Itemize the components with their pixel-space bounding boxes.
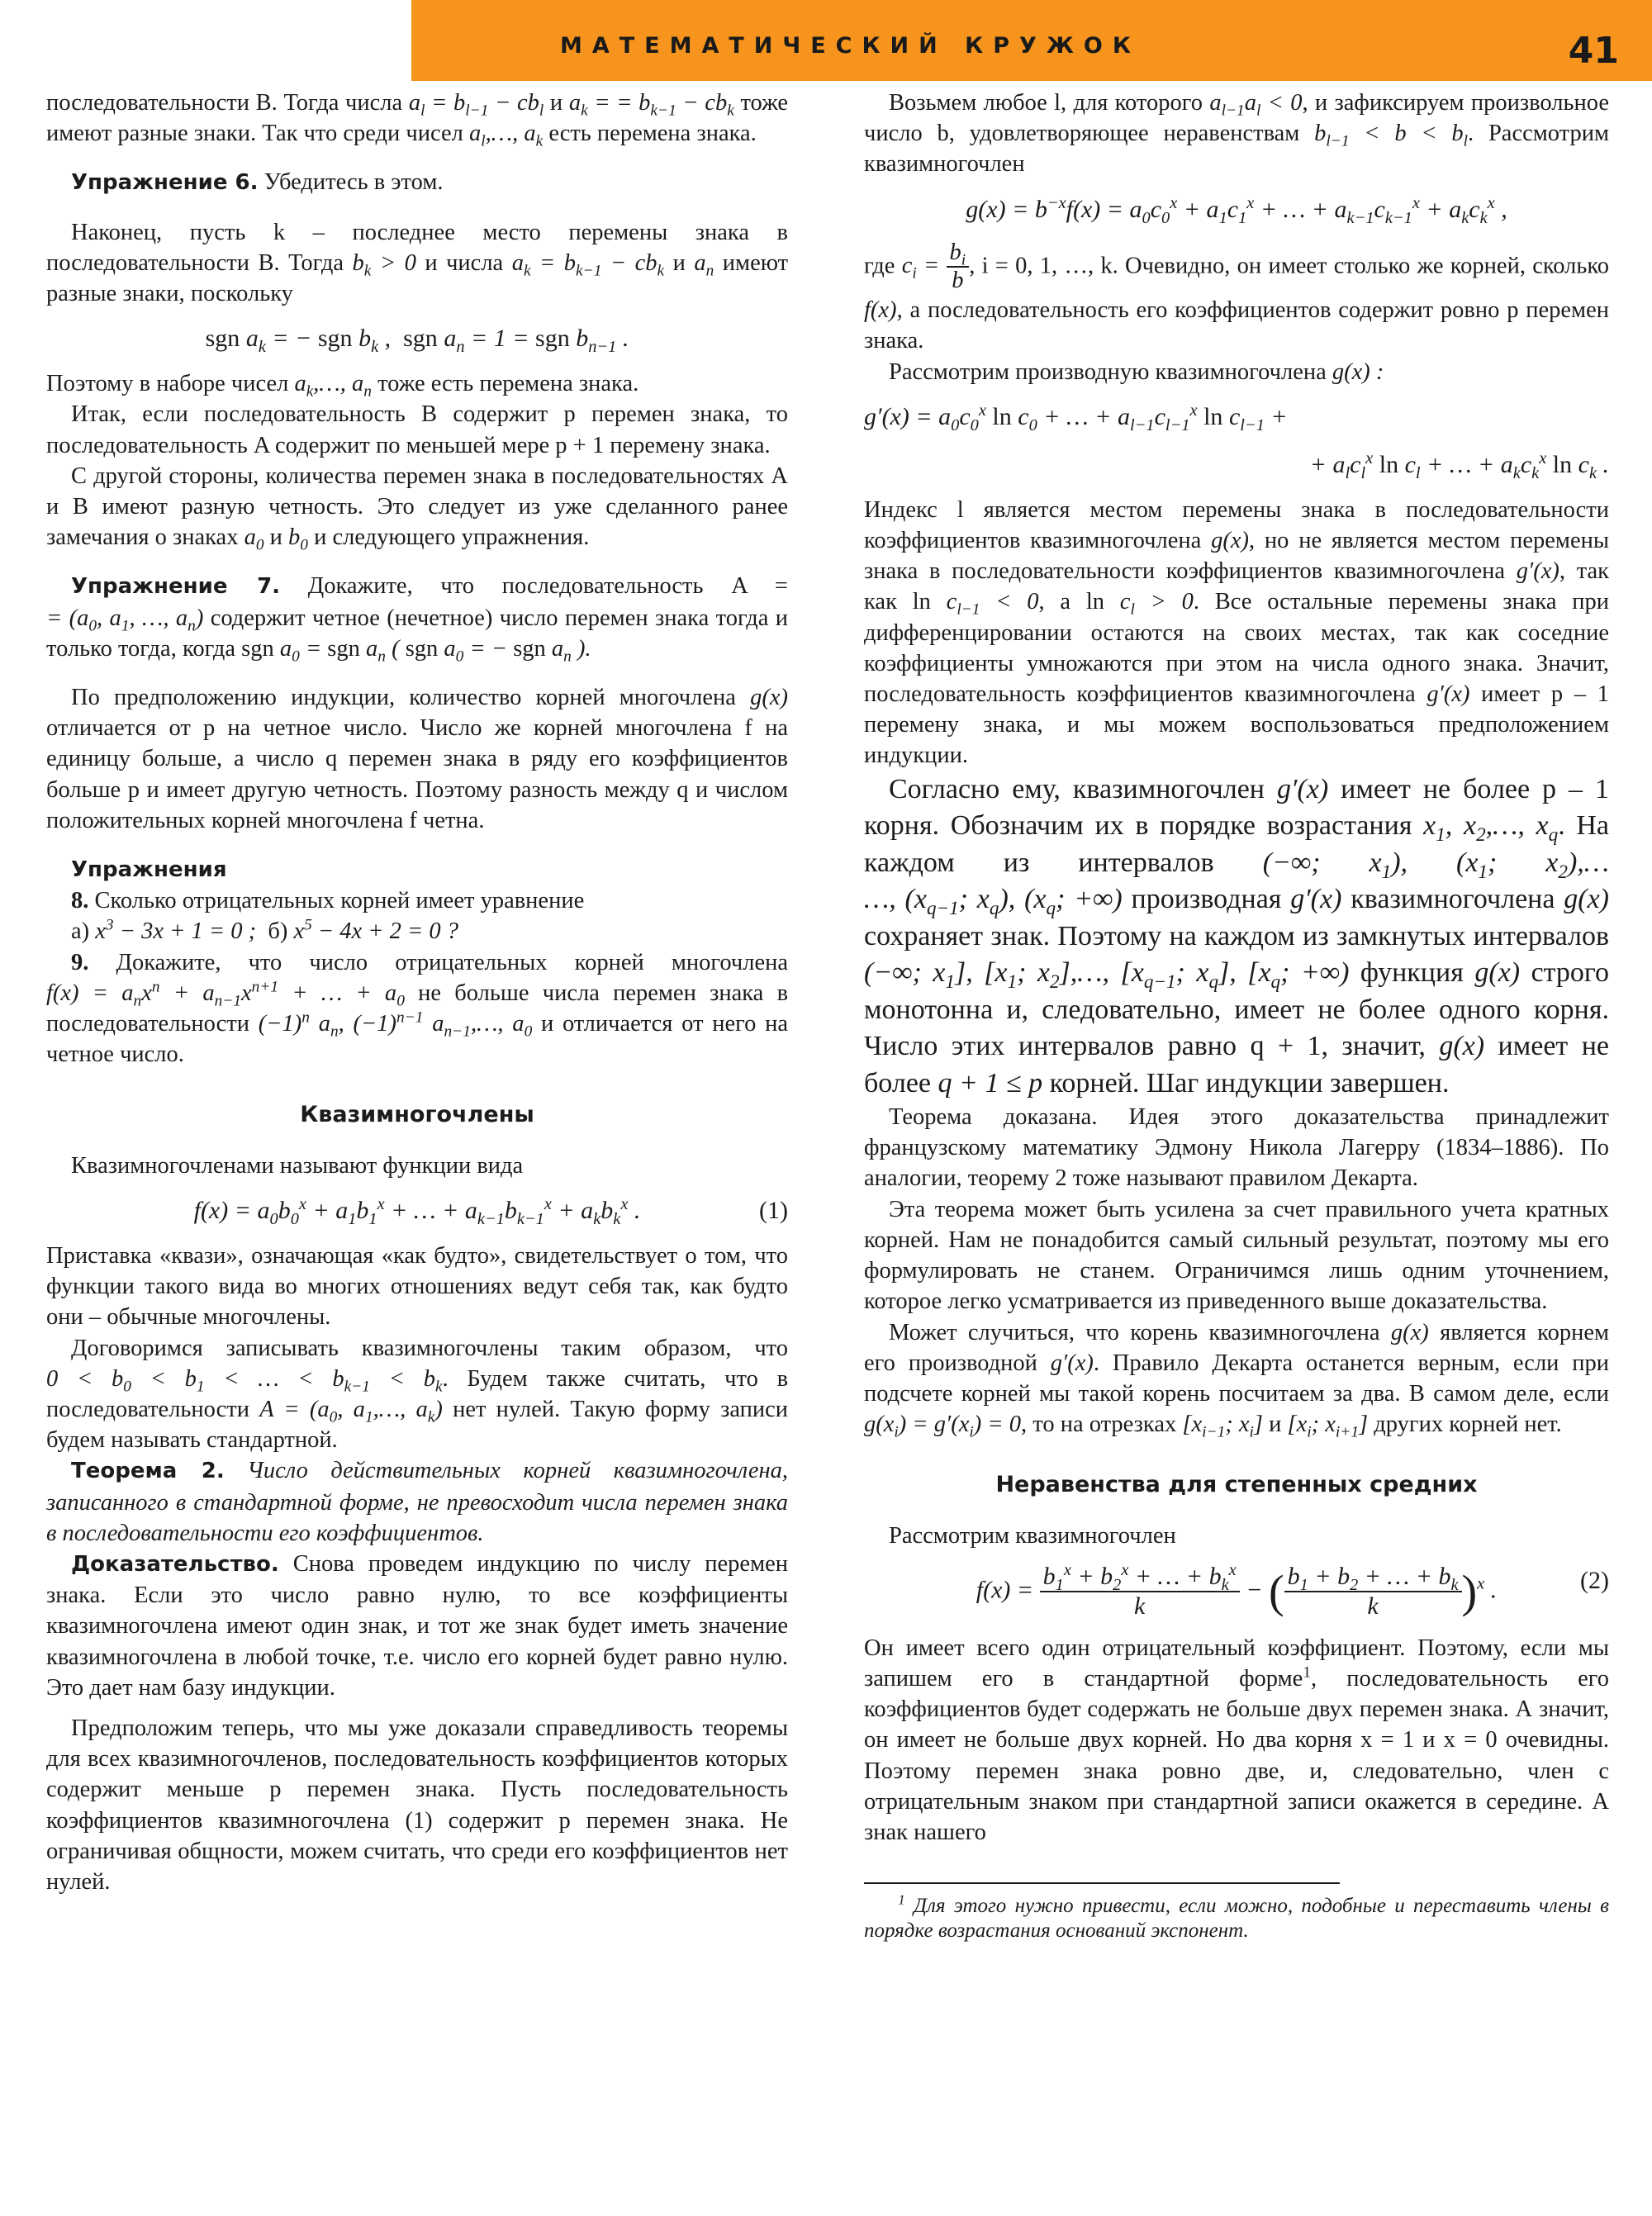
paragraph: Согласно ему, квазимногочлен g′(x) имеет не более p – 1 корня. Обозначим их в порядке возрастания $x_1$, $x_2,\dots$, $x_q$. На каждом из интервалов (−∞; $x_1$), ($x_1$; $x_2),\dots$ …, ($x_{q-1}$; $x_q$), ($x_q$; +∞) производная g′(x) квазимногочлена g(x) сохраняет знак. Поэтому на каждом из замкнутых интервалов (−∞; $x_1$], [$x_1$; $x_2],\dots$, [$x_{q-1}$; $x_q$], [$x_q$; +∞) функция g(x) строго монотонна и, следовательно, имеет не более одного корня. Число этих интервалов равно q + 1, значит, g(x) имеет не более q + 1 ≤ p корней. Шаг индукции завершен. (864, 773, 1610, 1099)
proof: Доказательство. Снова проведем индукцию по числу перемен знака. Если это число равно нулю, то все коэффициенты квазимногочлена имеют один знак, и тот же знак будет иметь значение квазимногочлена в любой точке, т.е. число его корней будет равно нулю. Это дает нам базу индукции. (46, 1550, 789, 1701)
paragraph: С другой стороны, количества перемен знака в последовательностях A и B имеют разную четность. Это следует из уже сделанного ранее замечания о знаках $a_0$ и $b_0$ и следующего упражнения. (46, 463, 788, 554)
exercise-7: Упражнение 7. Докажите, что последовательность A = = ($a_0$, $a_1$, …, $a_n$) содержит четное (нечетное) число перемен знака тогда и только тогда, когда sgn $a_0$ = sgn $a_n$ ( sgn $a_0$ = − sgn $a_n$ ). (46, 573, 788, 666)
formula: = ($a_0$, $a_1$, …, $a_n$) (46, 605, 204, 635)
paragraph: Поэтому в наборе чисел $a_k,\dots$, $a_n$ тоже есть перемена знака. (46, 371, 639, 401)
section-heading-quasipolynomials: Квазимногочлены (300, 1102, 534, 1128)
equation-number: (2) (1580, 1566, 1609, 1594)
formula: $a_k,\dots$, $a_n$ (294, 371, 372, 401)
formula: q + 1 ≤ p (938, 1067, 1043, 1099)
formula: $a_n$ (694, 249, 714, 280)
theorem-label: Теорема 2. (71, 1459, 225, 1484)
formula: g′(x) (1050, 1350, 1094, 1376)
formula: g(x) (1474, 957, 1521, 989)
formula: $\ln c_{l-1} < 0$ (912, 589, 1039, 619)
exercise-8: 8. Сколько отрицательных корней имеет уравнение (71, 888, 585, 914)
formula: $a_{l-1}a_l < 0$ (1209, 90, 1303, 120)
formula: …, ($x_{q-1}$; $x_q$), ($x_q$; +∞) (864, 884, 1123, 919)
formula: g′(x) (1427, 681, 1470, 707)
formula: g(x) (1439, 1031, 1485, 1062)
paragraph: Предположим теперь, что мы уже доказали справедливость теоремы для всех квазимногочленов, последовательность коэффициентов которых содержит меньше p перемен знака. Пусть последовательность коэффициентов квазимногочлена (1) содержит p перемен знака. Не ограничивая общности, можем считать, что среди его коэффициентов нет нулей. (46, 1715, 788, 1895)
equation-derivative-line1: $g'(x) = a_0c_0^x$ $\ln c_0$ + … + $a_{l-1}c_{l-1}^x$ $\ln c_{l-1}$ + (864, 401, 1288, 434)
equation-derivative-line2: + $a_lc_l^x$ $\ln c_l$ + … + $a_kc_k^x$ $\ln c_k$ . (1309, 448, 1609, 482)
footnote: $^1$ Для этого нужно привести, если можно, подобные и переставить члены в порядке возрастания оснований экспонент. (864, 1891, 1609, 1943)
exercise-8-items: а) $x^3 - 3x + 1 = 0$ ; б) $x^5 - 4x + 2 = 0$ ? (71, 916, 459, 945)
formula: g′(x) (1516, 558, 1559, 585)
section-title: МАТЕМАТИЧЕСКИЙ КРУЖОК (560, 33, 1141, 59)
formula: $0 < b_0 < b_1$ < … < $b_{k-1} < b_k$ (46, 1365, 443, 1396)
footnote-divider (864, 1882, 1340, 1884)
paragraph: Может случиться, что корень квазимногочлена g(x) является корнем его производной g′(x). Правило Декарта останется верным, если при подсчете корней мы такой корень посчитаем за два. В самом деле, если $g(x_i) = g'(x_i) = 0$, то на отрезках [$x_{i-1}$; $x_i$] и [$x_i$; $x_{i+1}$] других корней нет. (864, 1319, 1610, 1441)
paragraph: По предположению индукции, количество корней многочлена g(x) отличается от p на четное число. Число же корней многочлена f на единицу больше, а число q перемен знака в ряду его коэффициентов больше p и имеет другую четность. Поэтому разность между q и числом положительных корней многочлена f четна. (46, 685, 788, 833)
formula: (−∞; $x_1$), ($x_1$; $x_2),\dots$ (1262, 847, 1610, 883)
formula: [$x_{i-1}$; $x_i$] (1182, 1412, 1263, 1441)
formula: $a_k = b_{k-1} - cb_k$ (511, 249, 665, 280)
paragraph: Он имеет всего один отрицательный коэффициент. Поэтому, если мы запишем его в стандартной форме$^1$, последовательность его коэффициентов будет содержать не больше двух перемен знака. А значит, он имеет не больше двух корней. Но два корня x = 1 и x = 0 очевидны. Поэтому перемен знака ровно две, и, следовательно, член с отрицательным знаком при стандартной записи окажется в середине. А знак нашего (864, 1635, 1609, 1845)
paragraph: Эта теорема может быть усилена за счет правильного учета кратных корней. Нам не понадобится самый сильный результат, поэтому мы его формулировать не станем. Ограничимся лишь одним уточнением, которое легко усматривается из приведенного выше доказательства. (864, 1196, 1609, 1315)
paragraph: Индекс l является местом перемены знака в последовательности коэффициентов квазимногочлена g(x), но не является местом перемены знака в последовательности коэффициентов квазимногочлена g′(x), так как $\ln c_{l-1} < 0$, а $\ln c_l > 0$. Все остальные перемены знака при дифференцировании остаются на своих местах, так как соседние коэффициенты умножаются при этом на числа одного знака. Значит, последовательность коэффициентов квазимногочлена g′(x) имеет p – 1 перемену знака, и мы можем воспользоваться предположением индукции. (864, 496, 1610, 769)
formula: $a_0$ (244, 524, 264, 554)
equation-number: (1) (759, 1196, 788, 1224)
formula: $a_k$ = = $b_{k-1} - cb_k$ (568, 90, 734, 120)
formula: g′(x) (1276, 773, 1329, 804)
right-column (864, 88, 1609, 1943)
equation-2: f(x) = $\frac{b_1^x + b_2^x + \dots + b_k^x}{k}$ − ( $\frac{b_1 + b_2 + \dots + b_k}{k}$ )$^x$ . (2) (976, 1560, 1609, 1620)
formula: sgn $a_0$ = sgn $a_n$ (241, 635, 386, 666)
formula: $b_{l-1} < b < b_l$ (1314, 121, 1469, 150)
exercise-6: Упражнение 6. Убедитесь в этом. (71, 169, 444, 196)
equation-1: $f(x) = a_0b_0^x + a_1b_1^x$ + … + $a_{k-1}b_{k-1}^x + a_kb_k^x$ . (1) (46, 1193, 788, 1229)
paragraph: Рассмотрим производную квазимногочлена g(x) : (889, 358, 1384, 385)
formula: $x_1$, $x_2,\dots$, $x_q$ (1423, 810, 1559, 846)
paragraph: Возьмем любое l, для которого $a_{l-1}a_l < 0$, и зафиксируем произвольное число b, удовлетворяющее неравенствам $b_{l-1} < b < b_l$. Рассмотрим квазимногочлен (864, 90, 1610, 178)
formula: g(x) (1564, 884, 1610, 915)
formula: [$x_i$; $x_{i+1}$] (1287, 1412, 1369, 1441)
formula: $b_k > 0$ (352, 249, 416, 280)
left-column (46, 88, 788, 1897)
paragraph: Итак, если последовательность B содержит p перемен знака, то последовательность A содержит по меньшей мере p + 1 перемену знака. (46, 401, 788, 458)
exercise-label: Упражнение 6. (71, 170, 259, 196)
paragraph: Наконец, пусть k – последнее место перемены знака в последовательности B. Тогда $b_k > 0$ и числа $a_k = b_{k-1} - cb_k$ и $a_n$ имеют разные знаки, поскольку (46, 219, 789, 307)
formula: $f(x) = a_nx^n + a_{n-1}x^{n+1}$ + … + $a_0$ (46, 978, 405, 1010)
formula: (−∞; $x_1$], [$x_1$; $x_2],\dots$, [$x_{q-1}$; $x_q$], (864, 957, 1237, 993)
paragraph: последовательности B. Тогда числа $a_l = b_{l-1} - cb_l$ и $a_k$ = = $b_{k-1} - cb_k$ тоже имеют разные знаки. Так что среди чисел $a_l,\dots$, $a_k$ есть перемена знака. (46, 90, 789, 150)
paragraph: Квазимногочленами называют функции вида (71, 1152, 524, 1179)
footnote-ref[interactable]: 1 (1303, 1663, 1311, 1682)
paragraph: где $c_i$ = $\frac{b_i}{b}$ , i = 0, 1, …, k. Очевидно, он имеет столько же корней, сколько f(x), а последовательность его коэффициентов содержит ровно p перемен знака. (864, 239, 1610, 354)
equation-g: $g(x) = b^{-x}f(x) = a_0c_0^x + a_1c_1^x$ + … + $a_{k-1}c_{k-1}^x + a_kc_k^x$ , (966, 193, 1507, 227)
formula: $\ln c_l > 0$ (1085, 589, 1194, 619)
formula: g(x) (1211, 527, 1249, 553)
proof-label: Доказательство. (71, 1551, 279, 1577)
paragraph: Приставка «квази», означающая «как будто», свидетельствует о том, что функции такого вида во многих отношениях ведут себя так, как будто они – обычные многочлены. (46, 1242, 788, 1331)
exercise-9: 9. Докажите, что число отрицательных корней многочлена $f(x) = a_nx^n + a_{n-1}x^{n+1}$ + … + $a_0$ не больше числа перемен знака в последовательности $(-1)^n$ $a_n$, $(-1)^{n-1}$ $a_{n-1},\dots$, $a_0$ и отличается от него на четное число. (46, 949, 789, 1068)
formula: [$x_q$; +∞) (1247, 957, 1350, 993)
formula: $A = (a_0$, $a_1,\dots$, $a_k$) (259, 1396, 443, 1426)
exercises-heading: Упражнения (71, 857, 227, 883)
theorem-2: Теорема 2. Число действительных корней квазимногочлена, записанного в стандартной форме, не превосходит числа перемен знака в последовательности его коэффициентов. (46, 1458, 788, 1546)
section-heading-power-means: Неравенства для степенных средних (995, 1472, 1478, 1498)
formula: $a_l,\dots$, $a_k$ (469, 121, 544, 150)
formula: $x^3 - 3x + 1 = 0$ ; (95, 916, 257, 945)
formula: $c_i$ = $\frac{b_i}{b}$ (902, 253, 969, 278)
formula: f(x) (864, 297, 897, 324)
paragraph: Теорема доказана. Идея этого доказательства принадлежит французскому математику Эдмону Никола Лагерру (1834–1886). По аналогии, теорему 2 тоже называют правилом Декарта. (864, 1104, 1609, 1192)
formula: ( sgn $a_0$ = − sgn $a_n$ ). (392, 635, 591, 666)
paragraph: Рассмотрим квазимногочлен (889, 1522, 1176, 1549)
formula: g′(x) (1290, 884, 1342, 915)
formula: $b_0$ (288, 524, 308, 554)
exercise-label: Упражнение 7. (71, 574, 281, 600)
equation-sgn: sgn $a_k$ = − sgn $b_k$ , sgn $a_n = 1$ = sgn $b_{n-1}$ . (205, 325, 629, 357)
formula: g(x) (1390, 1319, 1429, 1345)
formula: $x^5 - 4x + 2 = 0$ ? (293, 916, 459, 945)
formula: $(-1)^n$ $a_n$, $(-1)^{n-1}$ $a_{n-1},\dots$, $a_0$ (258, 1008, 533, 1041)
formula: g(x) : (1332, 358, 1384, 385)
formula: g(x) (750, 685, 788, 711)
page-number: 41 (1568, 30, 1619, 72)
formula: $g(x_i) = g'(x_i) = 0$ (864, 1412, 1022, 1441)
formula: $a_l = b_{l-1} - cb_l$ (408, 90, 544, 120)
paragraph: Договоримся записывать квазимногочлены таким образом, что $0 < b_0 < b_1$ < … < $b_{k-1} < b_k$. Будем также считать, что в последовательности $A = (a_0$, $a_1,\dots$, $a_k$) нет нулей. Такую форму записи будем называть стандартной. (46, 1335, 789, 1454)
